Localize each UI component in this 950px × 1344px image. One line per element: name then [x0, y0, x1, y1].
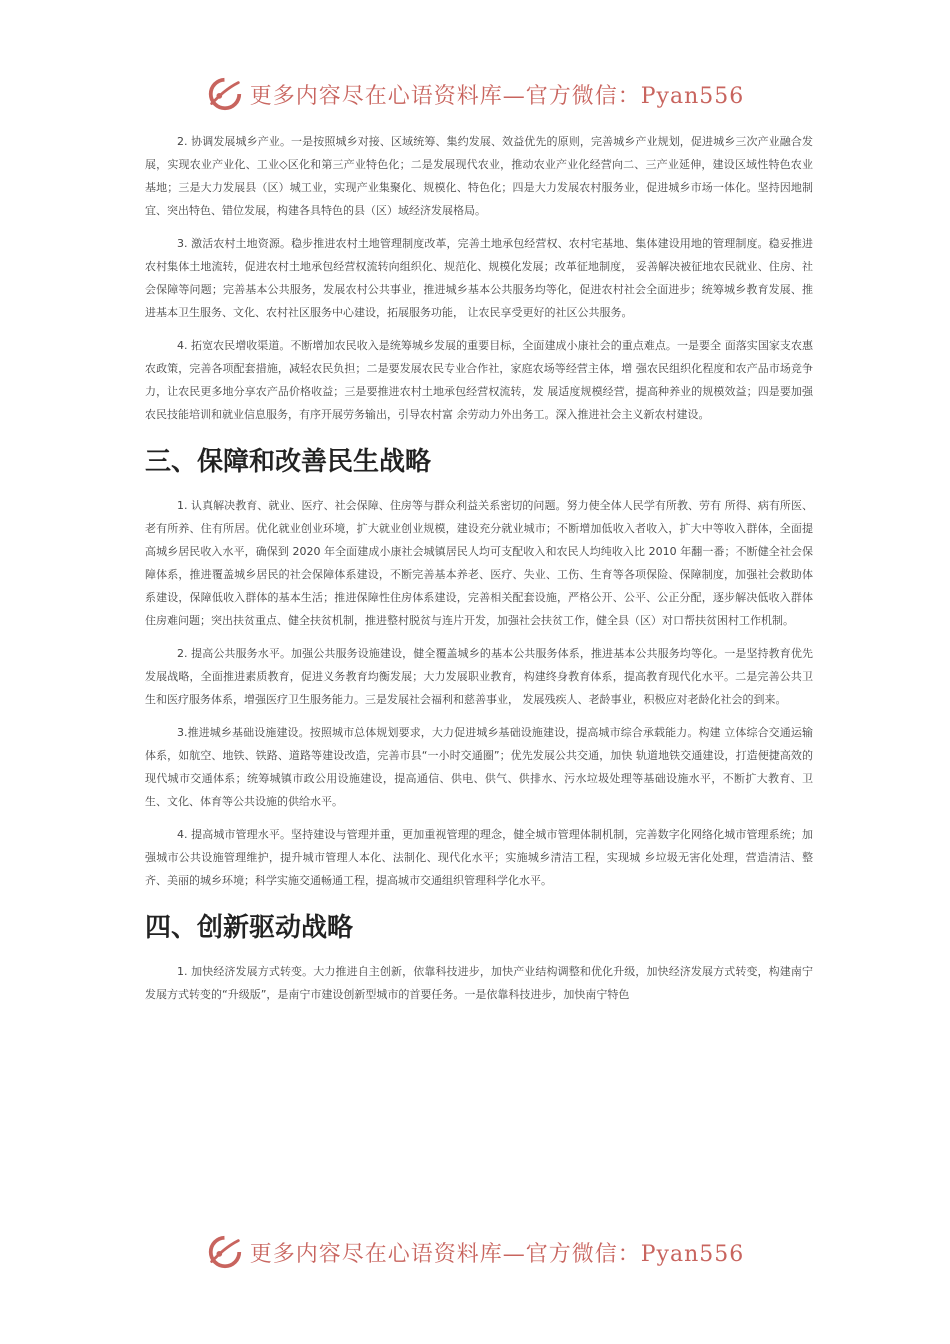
paragraph: 2. 协调发展城乡产业。一是按照城乡对接、区域统筹、集约发展、效益优先的原则，完善城乡产业规划，促进城乡三次产业融合发展，实现农业产业化、工业◇区化和第三产业特色化；二是发展现代农业，推动农业产业化经营向二、三产业延伸，建设区域性特色农业基地；三是大力发展县（区）城工业，实现产业集聚化、规模化、特色化；四是大力发展农村服务业，促进城乡市场一体化。坚持因地制宜、突出特色、错位发展，构建各具特色的县（区）域经济发展格局。	[145, 135, 813, 217]
footer-banner	[0, 1230, 950, 1274]
paragraph: 1. 认真解决教育、就业、医疗、社会保障、住房等与群众利益关系密切的问题。努力使全体人民学有所教、劳有 所得、病有所医、老有所养、住有所居。优化就业创业环境，扩大就业创业规模，建设充分就业城市；不断增加低收入者收入，扩大中等收入群体，全面提高城乡居民收入水平，确保到 2020 年全面建成小康社会城镇居民人均可支配收入和农民人均纯收入比 2010 年翻一番；不断健全社会保障体系，推进覆盖城乡居民的社会保障体系建设，不断完善基本养老、医疗、失业、工伤、生育等各项保险、保障制度，加强社会救助体系建设，保障低收入群体的基本生活；推进保障性住房体系建设，完善相关配套设施，严格公开、公平、公正分配，逐步解决低收入群体住房难问题；突出扶贫重点、健全扶贫机制，推进整村脱贫与连片开发，加强社会扶贫工作，健全县（区）对口帮扶贫困村工作机制。	[145, 499, 813, 627]
paragraph: 1. 加快经济发展方式转变。大力推进自主创新，依靠科技进步，加快产业结构调整和优化升级，加快经济发展方式转变，构建南宁发展方式转变的“升级版”，是南宁市建设创新型城市的首要任务。一是依靠科技进步，加快南宁特色	[145, 965, 813, 1001]
paragraph: 4. 提高城市管理水平。坚持建设与管理并重，更加重视管理的理念，健全城市管理体制机制，完善数字化网络化城市管理系统；加强城市公共设施管理维护，提升城市管理人本化、法制化、现代化水平；实施城乡清洁工程，实现城 乡垃圾无害化处理，营造清洁、整齐、美丽的城乡环境；科学实施交通畅通工程，提高城市交通组织管理科学化水平。	[145, 828, 813, 887]
paragraph: 3. 激活农村土地资源。稳步推进农村土地管理制度改革，完善土地承包经营权、农村宅基地、集体建设用地的管理制度。稳妥推进农村集体土地流转，促进农村土地承包经营权流转向组织化、规范化、规模化发展；改革征地制度， 妥善解决被征地农民就业、住房、社会保障等问题；完善基本公共服务，发展农村公共事业，推进城乡基本公共服务均等化，促进农村社会全面进步；统筹城乡教育发展、推进基本卫生服务、文化、农村社区服务中心建设，拓展服务功能， 让农民享受更好的社区公共服务。	[145, 237, 813, 319]
banner-text: 更多内容尽在心语资料库—官方微信：Pyan556	[249, 1241, 745, 1267]
document-body	[145, 130, 813, 1016]
paragraph: 3.推进城乡基础设施建设。按照城市总体规划要求，大力促进城乡基础设施建设，提高城市综合承载能力。构建 立体综合交通运输体系，如航空、地铁、铁路、道路等建设改造，完善市县“一小时交通圈”；优先发展公共交通，加快 轨道地铁交通建设，打造便捷高效的现代城市交通体系；统筹城镇市政公用设施建设，提高通信、供电、供气、供排水、污水垃圾处理等基础设施水平，不断扩大教育、卫生、文化、体育等公共设施的供给水平。	[145, 726, 813, 808]
banner-text: 更多内容尽在心语资料库—官方微信：Pyan556	[249, 83, 745, 109]
section-heading: 四、创新驱动战略	[145, 913, 354, 943]
ink-brush-logo-icon	[206, 75, 244, 113]
paragraph: 2. 提高公共服务水平。加强公共服务设施建设，健全覆盖城乡的基本公共服务体系，推进基本公共服务均等化。一是坚持教育优先发展战略，全面推进素质教育，促进义务教育均衡发展；大力发展职业教育，构建终身教育体系，提高教育现代化水平。二是完善公共卫生和医疗服务体系，增强医疗卫生服务能力。三是发展社会福利和慈善事业， 发展残疾人、老龄事业，积极应对老龄化社会的到来。	[145, 647, 813, 706]
section-heading: 三、保障和改善民生战略	[145, 447, 432, 477]
ink-brush-logo-icon	[206, 1233, 244, 1271]
header-banner	[0, 72, 950, 116]
paragraph: 4. 拓宽农民增收渠道。不断增加农民收入是统筹城乡发展的重要目标，全面建成小康社会的重点难点。一是要全 面落实国家支农惠农政策，完善各项配套措施，减轻农民负担；二是要发展农民专业合作社，家庭农场等经营主体，增 强农民组织化程度和农产品市场竞争力，让农民更多地分享农产品价格收益；三是要推进农村土地承包经营权流转，发 展适度规模经营，提高种养业的规模效益；四是要加强农民技能培训和就业信息服务，有序开展劳务输出，引导农村富 余劳动力外出务工。深入推进社会主义新农村建设。	[145, 339, 813, 421]
